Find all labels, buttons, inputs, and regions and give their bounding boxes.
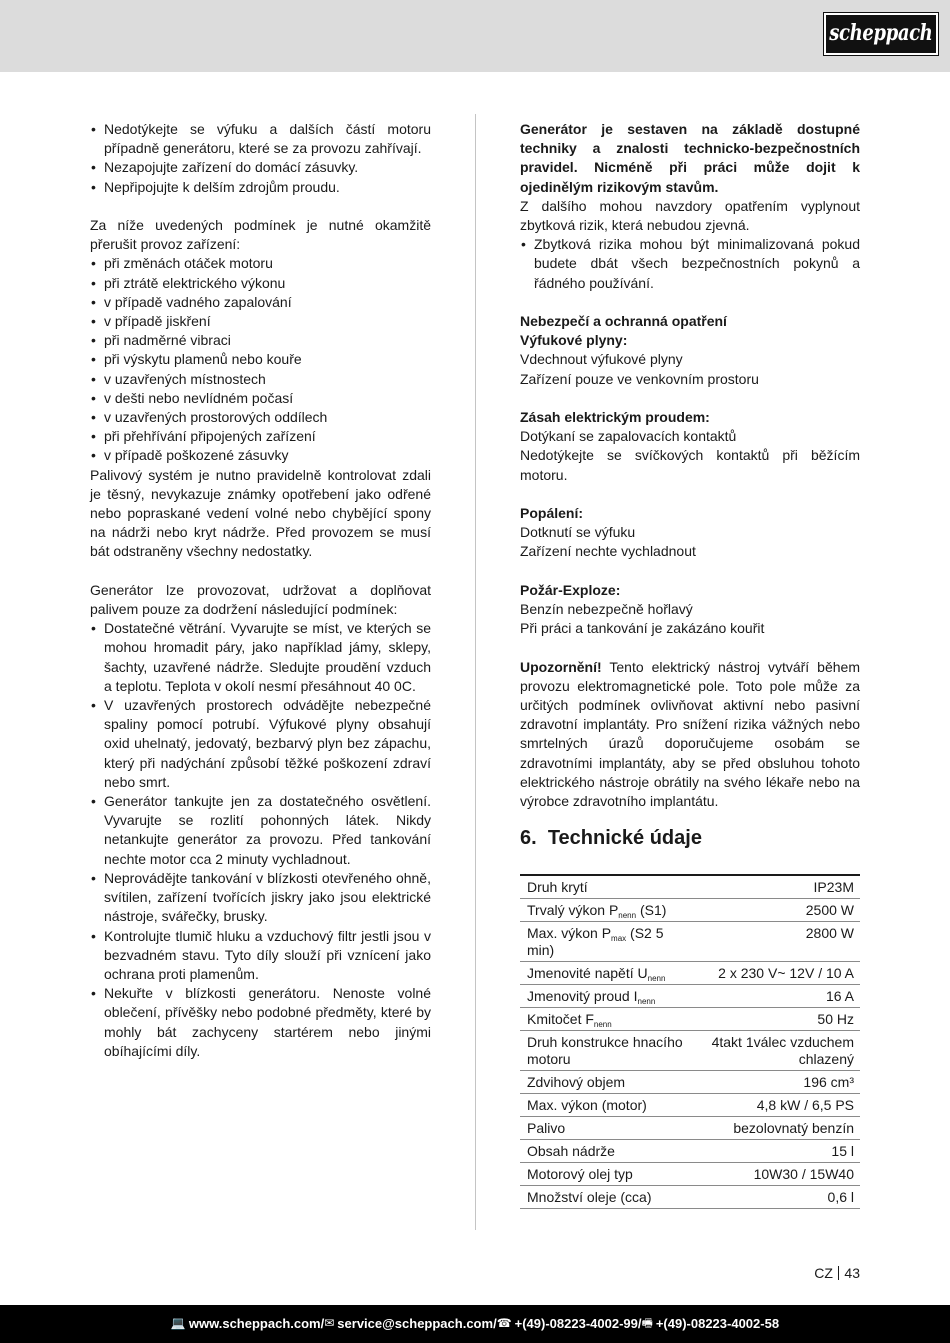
spec-value: 2 x 230 V~ 12V / 10 A (718, 965, 854, 982)
list-item: • Nedotýkejte se výfuku a dalších částí motoru případně generátoru, které se za provozu zahřívají. (90, 120, 431, 158)
column-divider (475, 114, 476, 1230)
spec-label: Zdvihový objem (527, 1074, 626, 1091)
table-row (520, 922, 860, 962)
list-item: • V uzavřených prostorech odvádějte nebezpečné spaliny pomocí potrubí. Výfukové plyny obsahují oxid uhelnatý, jedovatý, bezbarvý plyn bez zápachu, který při nadýchání způsobí těžké poškození zdraví nebo smrt. (90, 696, 431, 792)
spec-label: Max. výkon $P_{max}$ (S2 5 min) (527, 925, 664, 959)
spec-value: 4,8 kW / 6,5 PS (756, 1097, 854, 1114)
exhaust-heading: Výfukové plyny: (520, 332, 628, 349)
electric-shock-heading: Zásah elektrickým proudem: (520, 409, 710, 426)
list-item: • v případě vadného zapalování (90, 293, 431, 312)
list-item: • při přehřívání připojených zařízení (90, 427, 431, 446)
footer-email[interactable]: service@scheppach.com (337, 1316, 494, 1332)
section-heading (520, 826, 860, 850)
section-title: Technické údaje (547, 827, 702, 850)
page-number-value: 43 (844, 1265, 860, 1281)
spec-label: Jmenovitý proud $I_{nenn}$ (527, 988, 656, 1007)
phone-icon: ☎ (496, 1316, 512, 1331)
section-number: 6. (520, 827, 537, 850)
stop-conditions-intro: Za níže uvedených podmínek je nutné okamžitě přerušit provoz zařízení: (90, 217, 431, 253)
right-column (520, 120, 860, 1209)
spec-value: 2500 W (805, 902, 854, 919)
list-item: • Neprovádějte tankování v blízkosti otevřeného ohně, svítilen, zařízení tvořících jiskry jako jsou elektrické nástroje, svářečky, brusky. (90, 869, 431, 927)
exhaust-line-1: Vdechnout výfukové plyny (520, 351, 683, 368)
spec-value: 16 A (825, 988, 854, 1005)
fuel-system-paragraph: Palivový systém je nutno pravidelně kontrolovat zdali je těsný, nevykazuje známky opotřebení jako odřené nebo popraskané vedení volné nebo chybějící spony na nádrži nebo kryt nádrže. Před provozem se musí bát odstraněny všechny nedostatky. (90, 466, 431, 560)
spec-label: Jmenovité napětí $U_{nenn}$ (527, 965, 666, 984)
list-item: • v případě jiskření (90, 312, 431, 331)
operation-conditions-intro: Generátor lze provozovat, udržovat a doplňovat palivem pouze za dodržení následující podmínek: (90, 581, 431, 618)
spec-label: Obsah nádrže (527, 1143, 615, 1160)
warning-label: Upozornění! (520, 658, 602, 675)
list-item: • v dešti nebo nevlídném počasí (90, 389, 431, 408)
spec-value: bezolovnatý benzín (733, 1120, 854, 1137)
list-item: • Dostatečné větrání. Vyvarujte se míst, ve kterých se mohou hromadit páry, jako například jámy, sklepy, šachty, uzavřené nádrže. Sledujte proudění vzduch a teplotu. Teplota v okolí nesmí přesáhnout 40 0C. (90, 619, 431, 696)
warning-text: Tento elektrický nástroj vytváří během provozu elektromagnetické pole. Toto pole může za určitých podmínek ovlivňovat aktivní nebo pasivní zdravotní implantáty. Pro snížení rizika vážných nebo smrtelných úrazů doporučujeme osobám se zdravotními implantáty, aby se před obsluhou tohoto elektrického nástroje obrátily na svého lékaře nebo na výrobce zdravotního implantátu. (520, 658, 860, 810)
spec-label: Druh krytí (527, 879, 588, 896)
spec-value: 196 cm³ (803, 1074, 854, 1091)
spec-label: Množství oleje (cca) (527, 1189, 652, 1206)
table-row (520, 875, 860, 899)
spec-value: 50 Hz (817, 1011, 854, 1028)
list-item: • Nezapojujte zařízení do domácí zásuvky. (90, 158, 431, 177)
burn-heading: Popálení: (520, 505, 584, 522)
table-row (520, 1186, 860, 1209)
spec-label: Trvalý výkon $P_{nenn}$ (S1) (527, 902, 667, 921)
table-row (520, 1008, 860, 1031)
stop-conditions-list (90, 254, 431, 465)
list-item: • Zbytková rizika mohou být minimalizovaná pokud budete dbát všech bezpečnostních pokynů a řádného používání. (520, 235, 860, 293)
list-item: • v uzavřených prostorových oddílech (90, 408, 431, 427)
list-item: • při změnách otáček motoru (90, 254, 431, 273)
scheppach-logo (824, 13, 938, 55)
table-row (520, 962, 860, 985)
table-row (520, 1094, 860, 1117)
electric-shock-line-2: Nedotýkejte se svíčkových kontaktů při běžícím motoru. (520, 447, 860, 483)
spec-value: 2800 W (805, 925, 854, 942)
residual-risk-text: Z dalšího mohou navzdory opatřením vyplynout zbytková rizik, která nebudou zjevná. (520, 197, 860, 234)
list-item: • Generátor tankujte jen za dostatečného osvětlení. Vyvarujte se rozlití pohonných látek. Nikdy netankujte generátor za provozu. Před tankování nechte motor cca 2 minuty vychladnout. (90, 792, 431, 869)
list-item: • Kontrolujte tlumič hluku a vzduchový filtr jestli jsou v bezvadném stavu. Tyto díly slouží při vznícení jako ochrana proti plamenům. (90, 927, 431, 985)
fire-line-2: Při práci a tankování je zakázáno kouřit (520, 620, 765, 637)
residual-risk-heading: Generátor je sestaven na základě dostupné techniky a znalosti technicko-bezpečnostních pravidel. Nicméně při práci může dojit k ojedinělým rizikovým stavům. (520, 121, 860, 195)
list-item: • při ztrátě elektrického výkonu (90, 274, 431, 293)
footer-phone: +(49)-08223-4002-99 (514, 1316, 638, 1332)
table-row (520, 1071, 860, 1094)
fire-line-1: Benzín nebezpečně hořlavý (520, 601, 693, 618)
monitor-icon: 💻 (170, 1316, 186, 1331)
footer-contact-bar: 💻 www.scheppach.com / ✉ service@scheppach.com / ☎ +(49)-08223-4002-99 / 🖷 +(49)-08223-4002-58 (0, 1305, 950, 1343)
spec-value: 10W30 / 15W40 (753, 1166, 854, 1183)
list-item: • při výskytu plamenů nebo kouře (90, 350, 431, 369)
envelope-icon: ✉ (324, 1316, 335, 1331)
logo-text: scheppach (829, 20, 933, 47)
page-language: CZ (814, 1265, 833, 1281)
spec-value: 0,6 l (827, 1189, 854, 1206)
spec-value: 15 l (831, 1143, 854, 1160)
list-item: • Nekuřte v blízkosti generátoru. Nenoste volné oblečení, přívěšky nebo podobné předměty, které by mohly bát zachyceny startérem nebo jinými obíhajícími díly. (90, 984, 431, 1061)
table-row (520, 1163, 860, 1186)
list-item: • v případě poškozené zásuvky (90, 446, 431, 465)
table-row (520, 1117, 860, 1140)
burn-line-1: Dotknutí se výfuku (520, 524, 636, 541)
spec-label: Motorový olej typ (527, 1166, 633, 1183)
electric-shock-line-1: Dotýkaní se zapalovacích kontaktů (520, 428, 737, 445)
spec-label: Kmitočet $F_{nenn}$ (527, 1011, 612, 1030)
emf-warning (520, 658, 860, 812)
list-item: • v uzavřených místnostech (90, 370, 431, 389)
spec-label: Druh konstrukce hnacího motoru (527, 1034, 683, 1068)
exhaust-warning-list (90, 120, 431, 197)
spec-value: IP23M (813, 879, 854, 896)
hazards-heading: Nebezpečí a ochranná opatření (520, 313, 727, 330)
operation-conditions-list (90, 619, 431, 1061)
footer-fax: +(49)-08223-4002-58 (655, 1316, 780, 1332)
spec-value: 4takt 1válec vzduchem chlazený (711, 1034, 854, 1068)
list-item: • při nadměrné vibraci (90, 331, 431, 350)
table-row (520, 1140, 860, 1163)
spec-label: Palivo (527, 1120, 566, 1137)
burn-line-2: Zařízení nechte vychladnout (520, 543, 696, 560)
page-number (780, 1264, 860, 1283)
table-row (520, 1031, 860, 1071)
exhaust-line-2: Zařízení pouze ve venkovním prostoru (520, 370, 759, 387)
technical-data-table (520, 874, 860, 1209)
table-row (520, 985, 860, 1008)
table-row (520, 899, 860, 922)
left-column (90, 120, 431, 1061)
spec-label: Max. výkon (motor) (527, 1097, 647, 1114)
fire-explosion-heading: Požár-Exploze: (520, 581, 621, 598)
footer-website[interactable]: www.scheppach.com (188, 1316, 321, 1332)
header-band (0, 0, 950, 72)
fax-icon: 🖷 (641, 1316, 653, 1331)
list-item: • Nepřipojujte k delším zdrojům proudu. (90, 178, 431, 197)
residual-risk-list (520, 235, 860, 293)
